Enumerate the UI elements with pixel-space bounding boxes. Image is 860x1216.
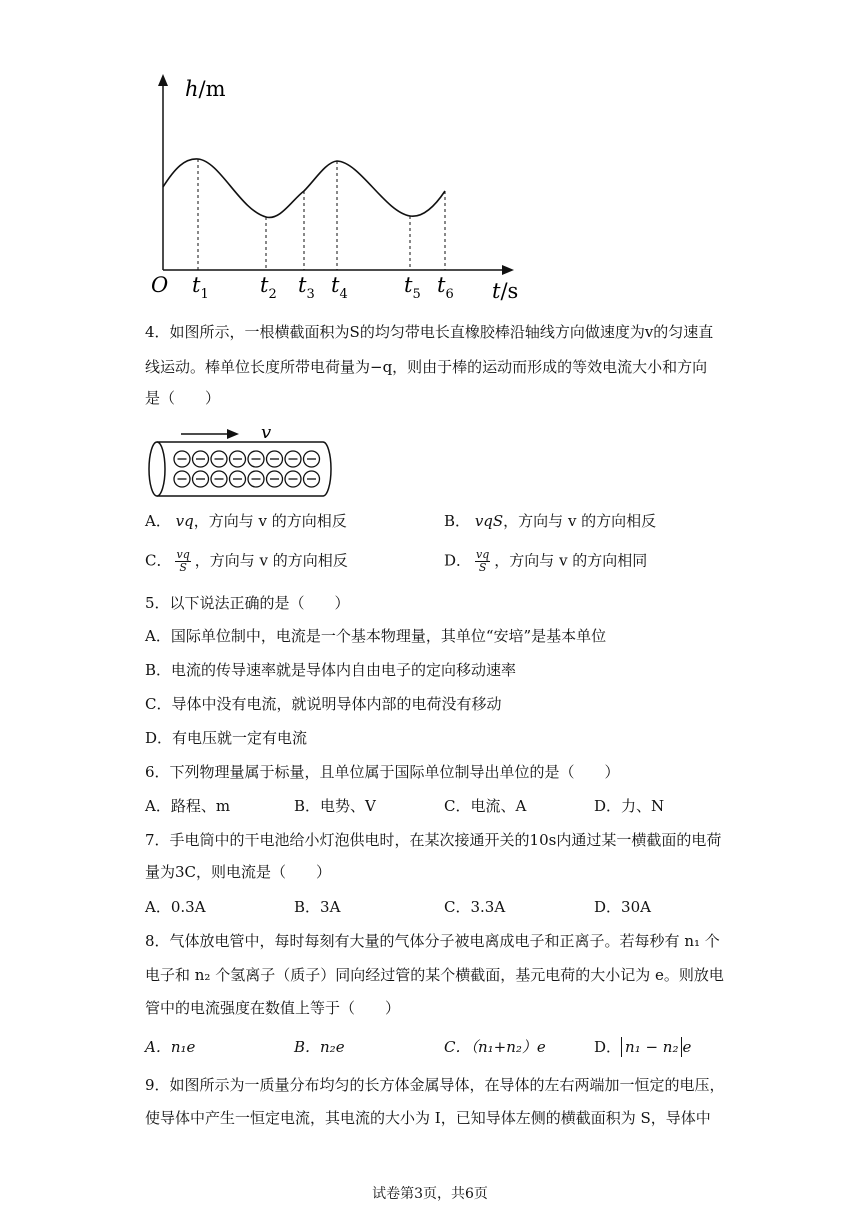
- q4-line-1: 4．如图所示，一根横截面积为S的均匀带电长直橡胶棒沿轴线方向做速度为v的匀速直: [145, 323, 714, 341]
- q7-option-c: C．3.3A: [444, 898, 506, 916]
- q6-option-d: D．力、N: [594, 797, 665, 815]
- y-axis-label: h/m: [185, 77, 226, 101]
- negative-charges: [174, 451, 320, 487]
- rod-body: [157, 442, 331, 496]
- q4-option-d: D． $\frac{vq}{S}$ ，方向与 v 的方向相同: [444, 548, 648, 574]
- x-axis-arrow: [502, 265, 514, 275]
- q8-line-3: 管中的电流强度在数值上等于（ ）: [145, 999, 401, 1017]
- q7-option-b: B．3A: [294, 898, 341, 916]
- q6-stem: 6．下列物理量属于标量，且单位属于国际单位制导出单位的是（ ）: [145, 763, 620, 781]
- q8-line-2: 电子和 n₂ 个氢离子（质子）同向经过管的某个横截面，基元电荷的大小记为 e。则放电: [145, 966, 724, 984]
- q6-option-a: A．路程、m: [145, 797, 231, 815]
- q8-option-a: A．n₁e: [145, 1038, 196, 1056]
- q8-option-d: D． n₁ − n₂ e: [594, 1038, 692, 1056]
- tick-label-t1: $t_1$: [192, 273, 209, 302]
- charged-rod-figure: [143, 420, 343, 502]
- q8-option-b: B．n₂e: [294, 1038, 345, 1056]
- q5-stem: 5．以下说法正确的是（ ）: [145, 594, 350, 612]
- q7-line-1: 7．手电筒中的干电池给小灯泡供电时，在某次接通开关的10s内通过某一横截面的电荷: [145, 831, 722, 849]
- q5-option-d: D．有电压就一定有电流: [145, 729, 308, 747]
- height-time-graph: [140, 70, 530, 310]
- velocity-label: v: [261, 422, 272, 443]
- q8-line-1: 8．气体放电管中，每时每刻有大量的气体分子被电离成电子和正离子。若每秒有 n₁ 个: [145, 932, 720, 950]
- y-axis-arrow: [158, 74, 168, 86]
- q6-option-b: B．电势、V: [294, 797, 376, 815]
- q4-line-3: 是（ ）: [145, 389, 221, 407]
- q6-option-c: C．电流、A: [444, 797, 527, 815]
- x-axis-label: t/s: [492, 279, 519, 303]
- origin-label: O: [151, 273, 169, 297]
- q4-option-c: C． $\frac{vq}{S}$ ，方向与 v 的方向相反: [145, 548, 348, 574]
- h-t-curve: [163, 159, 445, 218]
- q9-line-1: 9．如图所示为一质量分布均匀的长方体金属导体，在导体的左右两端加一恒定的电压，: [145, 1076, 725, 1094]
- q7-line-2: 量为3C，则电流是（ ）: [145, 863, 332, 881]
- q4-option-b: B． vqS，方向与 v 的方向相反: [444, 512, 657, 530]
- q7-option-a: A．0.3A: [145, 898, 206, 916]
- q4-line-2: 线运动。棒单位长度所带电荷量为−q，则由于棒的运动而形成的等效电流大小和方向: [145, 358, 708, 376]
- q5-option-b: B．电流的传导速率就是导体内自由电子的定向移动速率: [145, 661, 517, 679]
- q9-line-2: 使导体中产生一恒定电流，其电流的大小为 I，已知导体左侧的横截面积为 S，导体中: [145, 1109, 711, 1127]
- tick-label-t3: $t_3$: [298, 273, 315, 302]
- q5-option-a: A．国际单位制中，电流是一个基本物理量，其单位“安培”是基本单位: [145, 627, 607, 645]
- q8-option-c: C．（n₁+n₂）e: [444, 1038, 546, 1056]
- rod-left-end: [149, 442, 165, 496]
- q5-option-c: C．导体中没有电流，就说明导体内部的电荷没有移动: [145, 695, 502, 713]
- tick-label-t2: $t_2$: [260, 273, 277, 302]
- q4-option-a: A． vq，方向与 v 的方向相反: [145, 512, 347, 530]
- tick-label-t4: $t_4$: [331, 273, 348, 302]
- page-footer: 试卷第3页，共6页: [372, 1186, 488, 1202]
- tick-label-t5: $t_5$: [404, 273, 421, 302]
- tick-label-t6: $t_6$: [437, 273, 454, 302]
- q7-option-d: D．30A: [594, 898, 651, 916]
- dashed-guides: [198, 159, 445, 270]
